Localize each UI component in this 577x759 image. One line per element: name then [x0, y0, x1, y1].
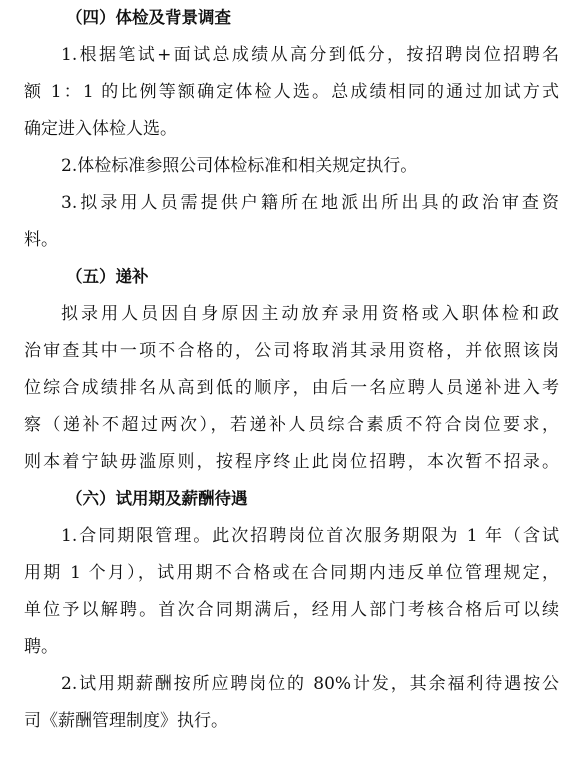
section-4-item-1-line-1: 1.根据笔试+面试总成绩从高分到低分，按招聘岗位招聘名	[61, 45, 559, 65]
section-5-para-line-1: 拟录用人员因自身原因主动放弃录用资格或入职体检和政	[61, 304, 559, 324]
section-6-item-1-line-4: 聘。	[24, 637, 58, 657]
section-4-item-3-line-1: 3.拟录用人员需提供户籍所在地派出所出具的政治审查资	[61, 193, 559, 213]
section-6-item-1-line-3: 单位予以解聘。首次合同期满后，经用人部门考核合格后可以续	[24, 600, 559, 620]
section-6-item-1-line-2: 用期 1 个月），试用期不合格或在合同期内违反单位管理规定，	[24, 563, 559, 583]
section-4-heading: （四）体检及背景调查	[66, 8, 231, 27]
section-5-para-line-3: 位综合成绩排名从高到低的顺序，由后一名应聘人员递补进入考	[24, 378, 559, 398]
section-6-item-1-line-1: 1.合同期限管理。此次招聘岗位首次服务期限为 1 年（含试	[61, 526, 559, 546]
section-6-item-2-line-2: 司《薪酬管理制度》执行。	[24, 711, 228, 731]
section-4-item-1-line-3: 确定进入体检人选。	[24, 119, 177, 139]
section-4-item-3-line-2: 料。	[24, 230, 58, 250]
section-6-heading: （六）试用期及薪酬待遇	[66, 489, 248, 508]
section-5-para-line-2: 治审查其中一项不合格的，公司将取消其录用资格，并依照该岗	[24, 341, 559, 361]
section-4-item-1-line-2: 额 1：1 的比例等额确定体检人选。总成绩相同的通过加试方式	[24, 82, 559, 102]
section-5-heading: （五）递补	[66, 267, 149, 286]
section-5-para-line-5: 则本着宁缺毋滥原则，按程序终止此岗位招聘，本次暂不招录。	[24, 452, 559, 472]
section-5-para-line-4: 察（递补不超过两次），若递补人员综合素质不符合岗位要求，	[24, 415, 559, 435]
section-6-item-2-line-1: 2.试用期薪酬按所应聘岗位的 80%计发，其余福利待遇按公	[61, 674, 559, 694]
section-4-item-2-line-1: 2.体检标准参照公司体检标准和相关规定执行。	[61, 156, 418, 176]
